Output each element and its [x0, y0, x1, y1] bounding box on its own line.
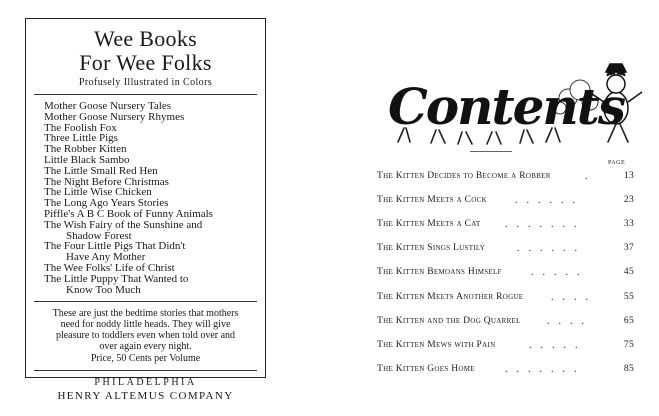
toc-page-number: 23: [623, 195, 634, 206]
ad-title-line-1: Wee Books: [94, 26, 197, 51]
ad-title-line-2: For Wee Folks: [79, 50, 212, 75]
book-title: The Long Ago Years Stories: [44, 197, 169, 210]
toc-entry: [377, 340, 634, 354]
publisher-name: HENRY ALTEMUS COMPANY: [57, 390, 234, 403]
toc-chapter-title: The Kitten Meets Another Rogue: [377, 291, 524, 302]
toc-leader-dots: ....: [547, 315, 593, 327]
book-title: The Little Wise Chicken: [44, 186, 152, 199]
ad-title: [26, 27, 265, 75]
toc-page-number: 13: [623, 171, 634, 181]
toc-entry: [377, 316, 634, 330]
ad-price: Price, 50 Cents per Volume: [90, 353, 201, 365]
toc-chapter-title: The Kitten Bemoans Himself: [377, 267, 502, 278]
toc-leader-dots: ....: [551, 291, 597, 303]
toc-leader-dots: ......: [515, 195, 584, 207]
toc-leader-dots: .......: [505, 363, 586, 375]
toc-entry: [377, 171, 634, 185]
toc-leader-dots: .....: [531, 267, 589, 279]
advertisement-box: [25, 18, 266, 403]
book-list-item: [44, 241, 265, 263]
toc-chapter-title: The Kitten Sings Lustily: [377, 243, 486, 254]
ad-blurb-line: These are just the bedtime stories that mothers: [52, 308, 239, 320]
book-title: The Four Little Pigs That Didn't: [44, 240, 186, 253]
toc-page-number: 55: [623, 291, 634, 302]
toc-page-number: 65: [623, 315, 634, 326]
toc-page-number: 75: [623, 339, 634, 350]
book-title-continuation: Know Too Much: [66, 283, 141, 296]
ad-subtitle: Profusely Illustrated in Colors: [78, 77, 213, 88]
toc-chapter-title: The Kitten Meets a Cock: [377, 195, 487, 206]
book-title: The Little Puppy That Wanted to: [44, 272, 189, 285]
book-title: Mother Goose Nursery Tales: [44, 100, 172, 112]
toc-chapter-title: The Kitten Goes Home: [377, 363, 475, 374]
toc-chapter-title: The Kitten Decides to Become a Robber: [377, 171, 551, 181]
toc-entry: [377, 267, 634, 281]
toc-page-number: 37: [623, 243, 634, 254]
book-title: Three Little Pigs: [44, 132, 118, 145]
toc-entry: [377, 219, 634, 233]
contents-heading: Contents: [388, 77, 625, 136]
ad-divider-bottom: [34, 370, 257, 371]
toc-entry: [377, 195, 634, 209]
ad-blurb-line: pleasure to toddlers even when told over and: [55, 330, 236, 342]
ad-blurb: [36, 308, 255, 352]
toc-page-number: 45: [623, 267, 634, 278]
toc-chapter-title: The Kitten Mews with Pain: [377, 339, 496, 350]
toc-page-number: 33: [623, 219, 634, 230]
publisher-city: PHILADELPHIA: [94, 377, 197, 389]
ad-blurb-line: over again every night.: [99, 341, 192, 353]
book-list: [26, 101, 265, 295]
book-list-item: [44, 220, 265, 242]
book-title: The Robber Kitten: [44, 143, 127, 156]
book-title: The Night Before Christmas: [44, 175, 169, 188]
book-title: The Wee Folks' Life of Christ: [44, 261, 175, 274]
book-title: Piffle's A B C Book of Funny Animals: [44, 207, 213, 220]
toc-chapter-title: The Kitten Meets a Cat: [377, 219, 481, 230]
toc-entry: [377, 292, 634, 306]
book-title: Mother Goose Nursery Rhymes: [44, 110, 185, 123]
toc-entry: [377, 364, 634, 378]
toc-leader-dots: ......: [517, 243, 586, 255]
ad-blurb-line: need for noddy little heads. They will give: [60, 319, 231, 331]
book-title-continuation: Shadow Forest: [66, 229, 132, 242]
ad-divider-top: [34, 94, 257, 95]
toc-page-number: 85: [623, 363, 634, 374]
contents-heading-illustration: [384, 58, 646, 154]
book-title: The Little Small Red Hen: [44, 164, 158, 177]
toc-chapter-title: The Kitten and the Dog Quarrel: [377, 315, 521, 326]
toc-entry: [377, 243, 634, 257]
book-title: The Foolish Fox: [44, 121, 117, 134]
page-column-label: PAGE: [608, 160, 626, 166]
contents-rule: [470, 151, 512, 152]
book-title: The Wish Fairy of the Sunshine and: [44, 218, 203, 231]
toc-leader-dots: .: [585, 171, 597, 182]
book-title: Little Black Sambo: [44, 153, 130, 166]
book-list-item: [44, 274, 265, 296]
toc-leader-dots: .....: [529, 339, 587, 351]
ad-divider-middle: [34, 301, 257, 302]
toc-leader-dots: .......: [505, 219, 586, 231]
book-title-continuation: Have Any Mother: [66, 251, 146, 264]
